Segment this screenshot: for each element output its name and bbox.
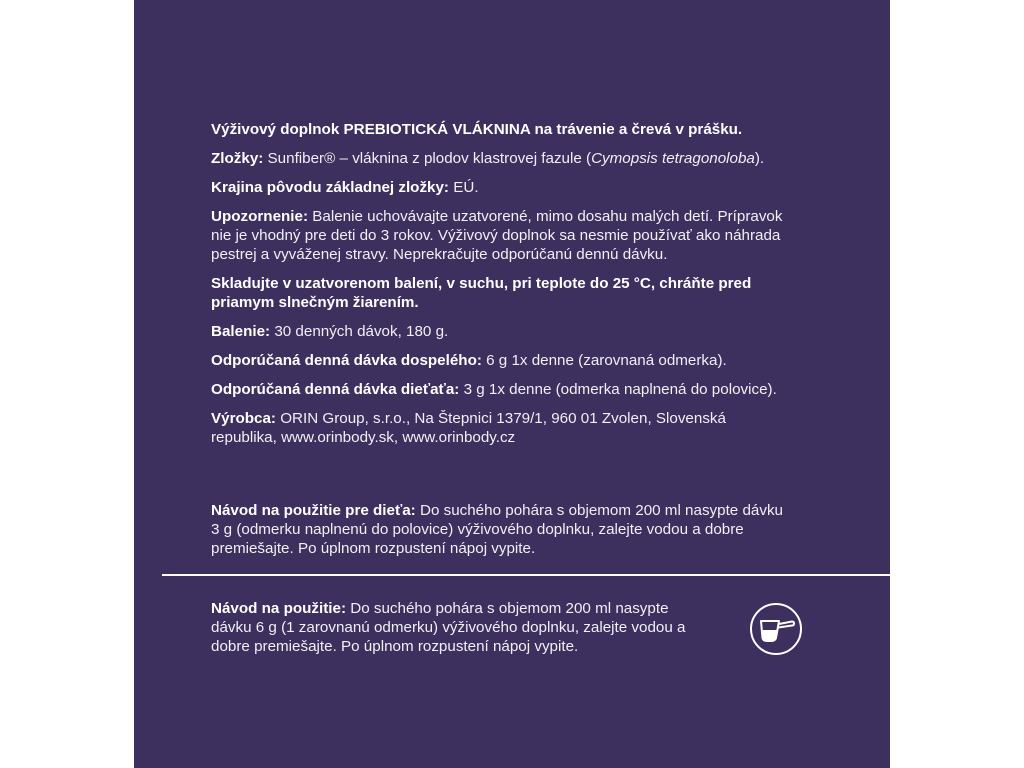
adult-dose-text: 6 g 1x denne (zarovnaná odmerka). — [481, 352, 727, 369]
origin-label: Krajina pôvodu základnej zložky: — [211, 179, 449, 196]
origin — [211, 178, 786, 197]
child-usage — [211, 501, 786, 558]
section-divider — [162, 574, 890, 576]
child-dose-label: Odporúčaná denná dávka dieťaťa: — [211, 381, 460, 398]
warning — [211, 207, 786, 264]
origin-text: EÚ. — [449, 179, 479, 196]
usage-label: Návod na použitie: — [211, 600, 347, 617]
manufacturer — [211, 409, 786, 447]
manufacturer-text: ORIN Group, s.r.o., Na Štepnici 1379/1, 960 01 Zvolen, Slovenská republika, www.orinbody.sk, www.orinbody.cz — [211, 410, 726, 446]
product-title: Výživový doplnok PREBIOTICKÁ VLÁKNINA na trávenie a črevá v prášku. — [211, 121, 743, 138]
warning-label: Upozornenie: — [211, 208, 309, 225]
ingredients — [211, 149, 786, 168]
label-panel — [134, 0, 890, 768]
label-content — [211, 120, 786, 457]
package-text: 30 denných dávok, 180 g. — [270, 323, 449, 340]
usage-section — [211, 599, 711, 666]
ingredients-text: Sunfiber® – vláknina z plodov klastrovej fazule ( — [263, 150, 592, 167]
warning-text: Balenie uchovávajte uzatvorené, mimo dosahu malých detí. Prípravok nie je vhodný pre deti do 3 rokov. Výživový doplnok sa nesmie používať ako náhrada pestrej a vyváženej stravy. Neprekračujte odporúčanú dennú dávku. — [211, 208, 783, 263]
ingredients-tail: ). — [754, 150, 765, 167]
ingredients-latin: Cymopsis tetragonoloba — [591, 150, 755, 167]
child-dose-text: 3 g 1x denne (odmerka naplnená do polovice). — [459, 381, 777, 398]
storage-instructions: Skladujte v uzatvorenom balení, v suchu, pri teplote do 25 °C, chráňte pred priamym slnečným žiarením. — [211, 275, 752, 311]
child-usage-text: Do suchého pohára s objemom 200 ml nasypte dávku 3 g (odmerku naplnenú do polovice) výživového doplnku, zalejte vodou a dobre premiešajte. Po úplnom rozpustení nápoj vypite. — [211, 502, 783, 557]
manufacturer-label: Výrobca: — [211, 410, 276, 427]
child-dose — [211, 380, 786, 399]
usage — [211, 599, 711, 656]
ingredients-label: Zložky: — [211, 150, 264, 167]
adult-dose-label: Odporúčaná denná dávka dospelého: — [211, 352, 482, 369]
measuring-scoop-icon — [749, 602, 803, 656]
usage-text: Do suchého pohára s objemom 200 ml nasypte dávku 6 g (1 zarovnanú odmerku) výživového doplnku, zalejte vodou a dobre premiešajte. Po úplnom rozpustení nápoj vypite. — [211, 600, 686, 655]
adult-dose — [211, 351, 786, 370]
child-usage-section — [211, 501, 786, 568]
package — [211, 322, 786, 341]
child-usage-label: Návod na použitie pre dieťa: — [211, 502, 416, 519]
package-label: Balenie: — [211, 323, 271, 340]
